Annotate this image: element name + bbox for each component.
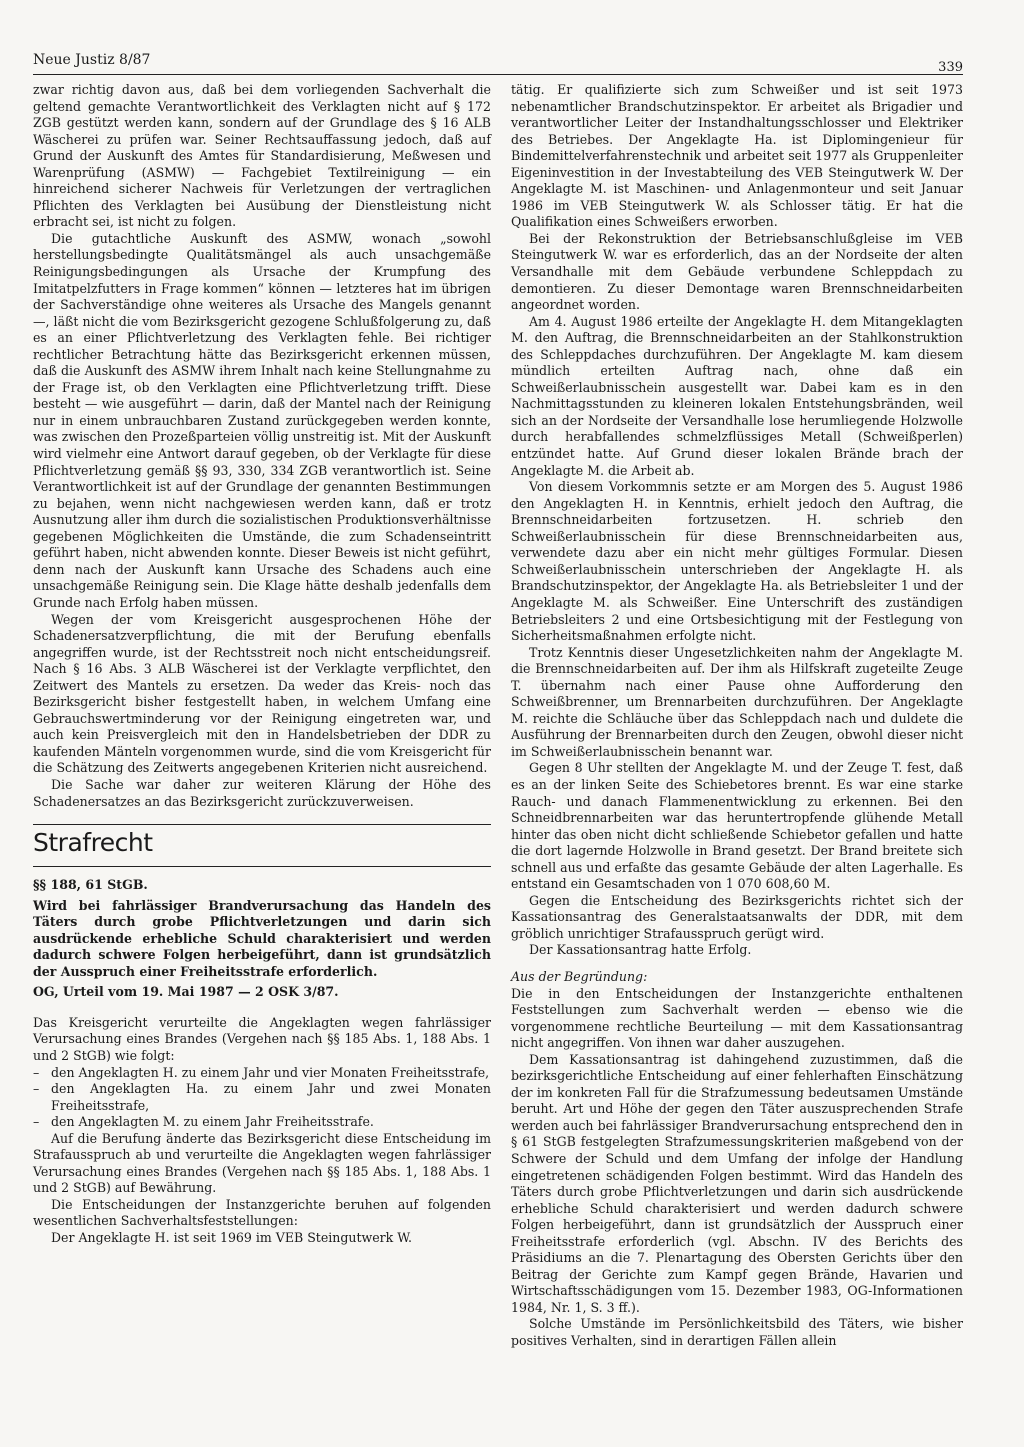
- paragraph: Bei der Rekonstruktion der Betriebsanschlußgleise im VEB Steingutwerk W. war es erforderlich, das an der Nordseite der alten Versandhalle mit dem Gebäude verbundene Schleppdach zu demontieren. Zu dieser Demontage waren Brennschneidarbeiten angeordnet worden.: [511, 230, 963, 313]
- sentence-list: [33, 1065, 491, 1131]
- paragraph: Auf die Berufung änderte das Bezirksgericht diese Entscheidung im Strafausspruch ab und verurteilte die Angeklagten wegen fahrlässiger Verursachung eines Brandes (Vergehen nach §§ 185 Abs. 1, 188 Abs. 1 und 2 StGB) auf Bewährung.: [33, 1130, 491, 1196]
- paragraph: Von diesem Vorkommnis setzte er am Morgen des 5. August 1986 den Angeklagten H. in Kenntnis, erhielt jedoch den Auftrag, die Brennschneidarbeiten fortzusetzen. H. schrieb den Schweißerlaubnisschein für diese Brennschneidarbeiten aus, verwendete dazu aber ein nicht mehr gültiges Formular. Diesen Schweißerlaubnisschein unterschrieben der Angeklagte H. als Brandschutzinspektor, der Angeklagte Ha. als Betriebsleiter 1 und der Angeklagte M. als Schweißer. Eine Unterschrift des zuständigen Betriebsleiters 2 und eine Ortsbesichtigung mit der Festlegung von Sicherheitsmaßnahmen erfolgte nicht.: [511, 479, 963, 644]
- paragraph: Dem Kassationsantrag ist dahingehend zuzustimmen, daß die bezirksgerichtliche Entscheidung auf einer fehlerhaften Einschätzung der im konkreten Fall für die Strafzumessung bedeutsamen Umstände beruht. Art und Höhe der gegen den Täter auszusprechenden Strafe werden auch bei fahrlässiger Brandverursachung entsprechend den in § 61 StGB festgelegten Strafzumessungskriterien maßgebend von der Schwere der Schuld und dem Umfang der infolge der Handlung eingetretenen schädigenden Folgen bestimmt. Wird das Handeln des Täters durch grobe Pflichtverletzungen und darin sich ausdrückende erhebliche Schuld charakterisiert und werden dadurch schwere Folgen herbeigeführt, dann ist grundsätzlich der Ausspruch einer Freiheitsstrafe erforderlich (vgl. Abschn. IV des Berichts des Präsidiums an die 7. Plenartagung des Obersten Gerichts über den Beitrag der Gerichte zum Kampf gegen Brände, Havarien und Wirtschaftsschädigungen vom 15. Dezember 1983, OG-Informationen 1984, Nr. 1, S. 3 ff.).: [511, 1051, 963, 1315]
- paragraph: Der Kassationsantrag hatte Erfolg.: [529, 942, 752, 958]
- paragraph: Wegen der vom Kreisgericht ausgesprochenen Höhe der Schadenersatzverpflichtung, die mit der Berufung ebenfalls angegriffen wurde, ist der Rechtsstreit noch nicht entscheidungsreif. Nach § 16 Abs. 3 ALB Wäscherei ist der Verklagte verpflichtet, den Zeitwert des Mantels zu ersetzen. Da weder das Kreis- noch das Bezirksgericht bisher festgestellt haben, in welchem Umfang eine Gebrauchswertminderung vor der Reinigung eingetreten war, und auch kein Preisvergleich mit den in Handelsbetrieben der DDR zu kaufenden Mänteln vorgenommen wurde, sind die vom Kreisgericht für die Schätzung des Zeitwerts angegebenen Kriterien nicht ausreichend.: [33, 611, 491, 776]
- list-item: – den Angeklagten M. zu einem Jahr Freiheitsstrafe.: [33, 1114, 491, 1131]
- left-column: [33, 82, 491, 1247]
- page-header: [33, 52, 963, 75]
- paragraph: zwar richtig davon aus, daß bei dem vorliegenden Sachverhalt die geltend gemachte Verantwortlichkeit des Verklagten nicht auf § 172 ZGB gestützt werden kann, sondern auf der Grundlage des § 16 ALB Wäscherei zu prüfen war. Seiner Rechtsauffassung jedoch, daß auf Grund der Auskunft des Amtes für Standardisierung, Meßwesen und Warenprüfung (ASMW) — Fachgebiet Textilreinigung — ein hinreichend sicherer Nachweis für Verletzungen der vertraglichen Pflichten des Verklagten bei Ausübung der Dienstleistung nicht erbracht sei, ist nicht zu folgen.: [33, 82, 491, 230]
- list-item: – den Angeklagten H. zu einem Jahr und vier Monaten Freiheitsstrafe,: [33, 1065, 491, 1082]
- paragraph: tätig. Er qualifizierte sich zum Schweißer und ist seit 1973 nebenamtlicher Brandschutzinspektor. Er arbeitet als Brigadier und verantwortlicher Leiter der Instandhaltungsschlosser und Elektriker des Betriebes. Der Angeklagte Ha. ist Diplomingenieur für Bindemittelverfahrenstechnik und arbeitet seit 1977 als Gruppenleiter Eigeninvestition in der Investabteilung des VEB Steingutwerk W. Der Angeklagte M. ist Maschinen- und Anlagenmonteur und seit Januar 1986 im VEB Steingutwerk W. als Schlosser tätig. Er hat die Qualifikation eines Schweißers erworben.: [511, 82, 963, 230]
- headnote: Wird bei fahrlässiger Brandverursachung das Handeln des Täters durch grobe Pflichtverletzungen und darin sich ausdrückende erhebliche Schuld charakterisiert und werden dadurch schwere Folgen herbeigeführt, dann ist grundsätzlich der Ausspruch einer Freiheitsstrafe erforderlich.: [33, 897, 491, 979]
- section-divider: [33, 824, 491, 825]
- norm-reference: §§ 188, 61 StGB.: [33, 877, 148, 893]
- paragraph: Trotz Kenntnis dieser Ungesetzlichkeiten nahm der Angeklagte M. die Brennschneidarbeiten auf. Der ihm als Hilfskraft zugeteilte Zeuge T. übernahm nach einer Pause ohne Aufforderung den Schweißbrenner, um Brennarbeiten durchzuführen. Der Angeklagte M. reichte die Schläuche über das Schleppdach nach und duldete die Ausführung der Brennarbeiten durch den Zeugen, obwohl dieser nicht im Schweißerlaubnisschein benannt war.: [511, 644, 963, 759]
- court-citation: OG, Urteil vom 19. Mai 1987 — 2 OSK 3/87.: [33, 984, 339, 1000]
- paragraph: Die Sache war daher zur weiteren Klärung der Höhe des Schadenersatzes an das Bezirksgericht zurückzuverweisen.: [33, 776, 491, 809]
- page-number: 339: [938, 60, 963, 75]
- paragraph: Die gutachtliche Auskunft des ASMW, wonach „sowohl herstellungsbedingte Qualitätsmängel als auch unsachgemäße Reinigungsbedingungen als Ursache der Krumpfung des Imitatpelzfutters in Frage kommen“ können — letzteres hat im übrigen der Sachverständige ohne weiteres als Ursache des Mangels genannt —, läßt nicht die vom Bezirksgericht gezogene Schlußfolgerung zu, daß es an einer Pflichtverletzung des Verklagten fehle. Bei richtiger rechtlicher Betrachtung hätte das Bezirksgericht erkennen müssen, daß die Auskunft des ASMW ihrem Inhalt nach keine Stellungnahme zu der Frage ist, ob den Verklagten eine Pflichtverletzung trifft. Diese besteht — wie ausgeführt — darin, daß der Mantel nach der Reinigung nur in einem unbrauchbaren Zustand zurückgegeben werden konnte, was zwischen den Prozeßparteien völlig unstreitig ist. Mit der Auskunft wird vielmehr eine Antwort darauf gegeben, ob der Verklagte für diese Pflichtverletzung gemäß §§ 93, 330, 334 ZGB verantwortlich ist. Seine Verantwortlichkeit ist auf der Grundlage der genannten Bestimmungen zu bejahen, wenn nicht nachgewiesen werden kann, daß er trotz Ausnutzung aller ihm durch die sozialistischen Produktionsverhältnisse gegebenen Möglichkeiten die Umstände, die zum Schadenseintritt geführt haben, nicht abwenden konnte. Dieser Beweis ist nicht geführt, denn nach der Auskunft kann Ursache des Schadens auch eine unsachgemäße Reinigung sein. Die Klage hätte deshalb jedenfalls dem Grunde nach Erfolg haben müssen.: [33, 230, 491, 610]
- section-divider: [33, 866, 491, 867]
- paragraph: Am 4. August 1986 erteilte der Angeklagte H. dem Mitangeklagten M. den Auftrag, die Brennschneidarbeiten an der Stahlkonstruktion des Schleppdaches durchzuführen. Der Angeklagte M. kam diesem mündlich erteilten Auftrag nach, ohne daß ein Schweißerlaubnisschein ausgestellt war. Dabei kam es in den Nachmittagsstunden zu kleineren lokalen Entstehungsbränden, weil sich an der Nordseite der Versandhalle lose herumliegende Holzwolle durch herabfallendes schmelzflüssiges Metall (Schweißperlen) entzündet hatte. Auf Grund dieser lokalen Brände brach der Angeklagte M. die Arbeit ab.: [511, 313, 963, 478]
- paragraph: Gegen die Entscheidung des Bezirksgerichts richtet sich der Kassationsantrag des Generalstaatsanwalts der DDR, mit dem gröblich unrichtiger Strafausspruch gerügt wird.: [511, 892, 963, 941]
- journal-title: Neue Justiz 8/87: [33, 52, 151, 68]
- section-title: Strafrecht: [33, 828, 153, 858]
- reasons-heading: Aus der Begründung:: [511, 968, 648, 984]
- right-column: [511, 82, 963, 1350]
- paragraph: Der Angeklagte H. ist seit 1969 im VEB Steingutwerk W.: [51, 1230, 412, 1245]
- paragraph: Die Entscheidungen der Instanzgerichte beruhen auf folgenden wesentlichen Sachverhaltsfeststellungen:: [33, 1196, 491, 1229]
- list-item: – den Angeklagten Ha. zu einem Jahr und zwei Monaten Freiheitsstrafe,: [33, 1081, 491, 1114]
- paragraph: Gegen 8 Uhr stellten der Angeklagte M. und der Zeuge T. fest, daß es an der linken Seite des Schiebetores brennt. Es war eine starke Rauch- und danach Flammenentwicklung zu erkennen. Bei den Schneidbrennarbeiten war das heruntertropfende glühende Metall hinter das oben nicht dicht schließende Schiebetor gefallen und hatte die dort lagernde Holzwolle in Brand gesetzt. Der Brand breitete sich schnell aus und erfaßte das gesamte Gebäude der alten Lagerhalle. Es entstand ein Gesamtschaden von 1 070 608,60 M.: [511, 760, 963, 892]
- paragraph: Die in den Entscheidungen der Instanzgerichte enthaltenen Feststellungen zum Sachverhalt werden — ebenso wie die vorgenommene rechtliche Beurteilung — mit dem Kassationsantrag nicht angegriffen. Von ihnen war daher auszugehen.: [511, 985, 963, 1051]
- paragraph: Das Kreisgericht verurteilte die Angeklagten wegen fahrlässiger Verursachung eines Brandes (Vergehen nach §§ 185 Abs. 1, 188 Abs. 1 und 2 StGB) wie folgt:: [33, 1014, 491, 1063]
- paragraph: Solche Umstände im Persönlichkeitsbild des Täters, wie bisher positives Verhalten, sind in derartigen Fällen allein: [511, 1316, 963, 1349]
